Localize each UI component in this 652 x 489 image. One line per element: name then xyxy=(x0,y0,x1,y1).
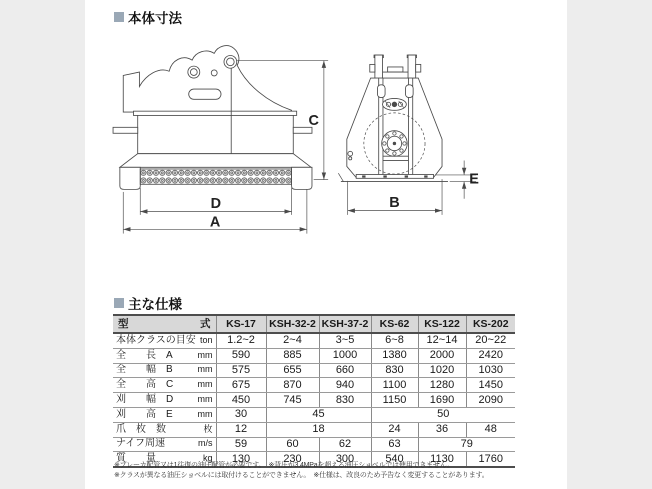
spec-row xyxy=(113,437,515,452)
spec-header-model: KS-17 xyxy=(216,315,266,333)
spec-row-label xyxy=(113,437,216,452)
spec-row-label xyxy=(113,422,216,437)
spec-value-cell: 1760 xyxy=(466,452,515,467)
spec-value-cell: 12~14 xyxy=(418,333,466,348)
spec-value-cell: 940 xyxy=(319,378,371,393)
spec-row-name: 刈 高 E xyxy=(116,408,173,420)
spec-value-cell: 60 xyxy=(266,437,319,452)
spec-value-cell: 1.2~2 xyxy=(216,333,266,348)
header-label-right: 式 xyxy=(200,317,211,330)
spec-value-cell: 830 xyxy=(371,363,418,378)
spec-row-unit: mm xyxy=(197,379,213,390)
spec-header-model: KSH-32-2 xyxy=(266,315,319,333)
spec-row-name: 刈 幅 D xyxy=(116,394,174,406)
spec-value-cell: 300 xyxy=(319,452,371,467)
spec-value-cell: 540 xyxy=(371,452,418,467)
spec-header-model: KS-202 xyxy=(466,315,515,333)
spec-value-cell: 36 xyxy=(418,422,466,437)
spec-value-cell: 24 xyxy=(371,422,418,437)
spec-value-cell: 2420 xyxy=(466,348,515,363)
spec-value-cell: 63 xyxy=(371,437,418,452)
spec-row-label xyxy=(113,333,216,348)
spec-row-label xyxy=(113,393,216,408)
spec-table-head xyxy=(113,315,515,333)
spec-row-unit: 枚 xyxy=(203,423,213,434)
spec-row-unit: m/s xyxy=(198,438,213,449)
front-view-drawing xyxy=(338,55,448,181)
spec-value-cell: 2000 xyxy=(418,348,466,363)
spec-row-name: ナイフ周速 xyxy=(116,438,165,450)
footnote-line: ※クラスが異なる油圧ショベルには取付けることができません。 ※仕様は、改良のため予告なく変更することがあります。 xyxy=(114,471,489,479)
spec-row-label xyxy=(113,378,216,393)
spec-value-cell: 870 xyxy=(266,378,319,393)
spec-row-unit: mm xyxy=(197,364,213,375)
spec-value-cell: 20~22 xyxy=(466,333,515,348)
spec-value-cell: 1100 xyxy=(371,378,418,393)
spec-row xyxy=(113,393,515,408)
section-bullet-icon xyxy=(114,298,124,308)
spec-value-cell: 79 xyxy=(418,437,515,452)
spec-value-cell: 50 xyxy=(371,407,515,422)
spec-row xyxy=(113,333,515,348)
spec-value-cell: 655 xyxy=(266,363,319,378)
dim-label-e: E xyxy=(469,171,479,188)
section-title-text: 主な仕様 xyxy=(128,297,182,312)
spec-value-cell: 830 xyxy=(319,393,371,408)
spec-row-unit: mm xyxy=(197,408,213,419)
spec-value-cell: 885 xyxy=(266,348,319,363)
spec-row xyxy=(113,422,515,437)
spec-row-unit: mm xyxy=(197,349,213,360)
spec-value-cell: 230 xyxy=(266,452,319,467)
spec-value-cell: 450 xyxy=(216,393,266,408)
spec-value-cell: 2~4 xyxy=(266,333,319,348)
spec-header-model: KS-122 xyxy=(418,315,466,333)
table-footnotes xyxy=(114,461,554,480)
spec-header-model-label xyxy=(113,315,216,333)
spec-value-cell: 30 xyxy=(216,407,266,422)
spec-value-cell: 1150 xyxy=(371,393,418,408)
spec-value-cell: 1690 xyxy=(418,393,466,408)
side-view-drawing xyxy=(113,46,312,190)
spec-value-cell: 590 xyxy=(216,348,266,363)
spec-value-cell: 1450 xyxy=(466,378,515,393)
spec-value-cell: 1130 xyxy=(418,452,466,467)
section-title-specs xyxy=(114,293,182,313)
dim-label-c: C xyxy=(308,112,319,129)
spec-header-row xyxy=(113,315,515,333)
spec-row-unit: ton xyxy=(199,334,213,345)
section-title-text: 本体寸法 xyxy=(128,11,182,26)
spec-value-cell: 1380 xyxy=(371,348,418,363)
spec-row-label xyxy=(113,348,216,363)
spec-value-cell: 575 xyxy=(216,363,266,378)
spec-row-name: 全 長 A xyxy=(116,349,173,361)
spec-value-cell: 2090 xyxy=(466,393,515,408)
spec-row-name: 質 量 xyxy=(116,453,156,465)
spec-header-model: KSH-37-2 xyxy=(319,315,371,333)
spec-row xyxy=(113,407,515,422)
spec-header-model: KS-62 xyxy=(371,315,418,333)
spec-row-label xyxy=(113,363,216,378)
spec-row-name: 爪 枚 数 xyxy=(116,423,166,435)
spec-row xyxy=(113,348,515,363)
spec-value-cell: 675 xyxy=(216,378,266,393)
dim-label-d: D xyxy=(210,196,222,213)
spec-value-cell: 6~8 xyxy=(371,333,418,348)
spec-table-container xyxy=(113,314,515,468)
spec-table-body xyxy=(113,333,515,467)
dimension-drawing xyxy=(85,30,567,285)
spec-value-cell: 62 xyxy=(319,437,371,452)
spec-value-cell: 59 xyxy=(216,437,266,452)
spec-row xyxy=(113,378,515,393)
dim-label-a: A xyxy=(209,214,221,231)
spec-value-cell: 1280 xyxy=(418,378,466,393)
spec-row-unit: mm xyxy=(197,394,213,405)
footnote-line: ※ブレーカ配管又は1往復の油圧配管が必要です。 ※背圧が3.4MPaを超える油圧ショベルでは使用できません。 xyxy=(114,462,454,469)
spec-value-cell: 18 xyxy=(266,422,371,437)
spec-row-name: 全 幅 B xyxy=(116,364,173,376)
spec-row-label xyxy=(113,407,216,422)
spec-value-cell: 48 xyxy=(466,422,515,437)
spec-value-cell: 1030 xyxy=(466,363,515,378)
spec-row-name: 本体クラスの目安 xyxy=(116,334,196,346)
spec-row-unit: kg xyxy=(202,453,213,464)
spec-value-cell: 745 xyxy=(266,393,319,408)
spec-value-cell: 45 xyxy=(266,407,371,422)
spec-table xyxy=(113,314,515,468)
header-label-left: 型 xyxy=(118,317,129,330)
spec-value-cell: 660 xyxy=(319,363,371,378)
spec-value-cell: 12 xyxy=(216,422,266,437)
spec-value-cell: 3~5 xyxy=(319,333,371,348)
dim-label-b: B xyxy=(389,195,400,212)
section-bullet-icon xyxy=(114,12,124,22)
spec-row xyxy=(113,363,515,378)
section-title-dimensions xyxy=(114,7,182,27)
spec-value-cell: 1020 xyxy=(418,363,466,378)
spec-value-cell: 130 xyxy=(216,452,266,467)
spec-value-cell: 1000 xyxy=(319,348,371,363)
spec-row-name: 全 高 C xyxy=(116,379,174,391)
